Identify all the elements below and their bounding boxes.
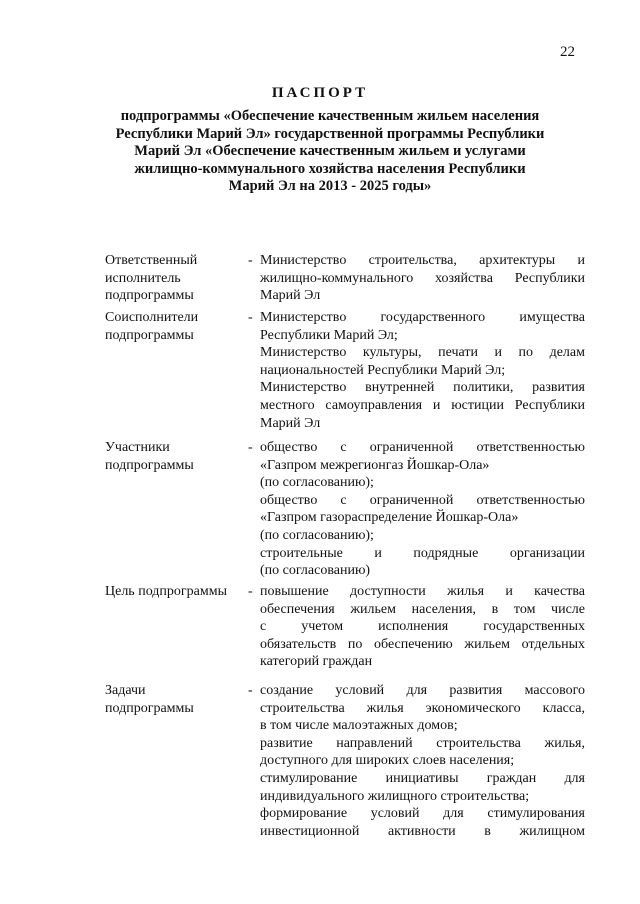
row-content-line: Министерство культуры, печати и по делам: [260, 345, 585, 361]
subtitle-line: Марий Эл «Обеспечение качественным жильем и услугами: [134, 143, 526, 159]
row-content-line: Министерство государственного имущества: [260, 310, 585, 325]
row-content-line: Республики Марий Эл;: [260, 327, 398, 343]
row-content-line: с учетом исполнения государственных: [260, 619, 585, 635]
row-content-line: жилищно-коммунального хозяйства Республики: [260, 270, 585, 286]
row-dash: -: [248, 584, 253, 599]
row-label-line: исполнитель: [105, 270, 181, 286]
row-content-line: Министерство строительства, архитектуры и: [260, 253, 585, 268]
row-content-line: общество с ограниченной ответственностью: [260, 440, 585, 455]
row-label: [105, 252, 245, 305]
row-content-line: (по согласованию): [260, 563, 371, 579]
row-label-line: Ответственный: [105, 253, 198, 268]
document-subtitle: [100, 108, 560, 196]
subtitle-line: жилищно-коммунального хозяйства населения Республики: [134, 160, 526, 177]
row-content: [260, 682, 585, 840]
row-content-line: (по согласованию);: [260, 475, 374, 491]
row-label-line: Цель подпрограммы: [105, 584, 227, 599]
row-content: [260, 309, 585, 432]
row-label-line: Задачи: [105, 683, 146, 698]
row-content-line: формирование условий для стимулирования: [260, 806, 585, 822]
row-content-line: Марий Эл: [260, 288, 321, 304]
document-title: ПАСПОРТ: [271, 85, 369, 101]
row-content-line: местного самоуправления и юстиции Республики: [260, 397, 585, 413]
subtitle-line: Марий Эл на 2013 - 2025 годы»: [228, 178, 432, 194]
row-content-line: обязательств по обеспечению жильем отдельных: [260, 636, 585, 652]
row-content-line: категорий граждан: [260, 654, 373, 670]
row-label-line: подпрограммы: [105, 457, 194, 473]
row-content-line: повышение доступности жилья и качества: [260, 584, 585, 599]
row-content-line: создание условий для развития массового: [260, 683, 585, 698]
row-content-line: «Газпром межрегионгаз Йошкар-Ола»: [260, 457, 490, 473]
row-content-line: строительства жилья экономического класса,: [260, 700, 585, 716]
row-content-line: Министерство внутренней политики, развития: [260, 380, 585, 396]
row-content-line: инвестиционной активности в жилищном: [260, 823, 585, 839]
row-label-line: подпрограммы: [105, 327, 194, 343]
row-content-line: развитие направлений строительства жилья,: [260, 735, 585, 751]
row-label: [105, 439, 245, 474]
row-content-line: в том числе малоэтажных домов;: [260, 718, 458, 734]
row-dash: -: [248, 683, 253, 698]
row-label-line: подпрограммы: [105, 700, 194, 716]
row-label: [105, 682, 245, 717]
row-label-line: подпрограммы: [105, 288, 194, 304]
row-content-line: национальностей Республики Марий Эл;: [260, 362, 506, 378]
page-number: 22: [560, 44, 575, 60]
subtitle-line: Республики Марий Эл» государственной программы Республики: [115, 125, 545, 142]
row-content-line: Марий Эл: [260, 415, 321, 431]
row-dash: -: [248, 310, 253, 325]
row-dash: -: [248, 253, 253, 268]
row-label: [105, 309, 245, 344]
row-content: [260, 583, 585, 671]
row-content-line: стимулирование инициативы граждан для: [260, 770, 585, 786]
row-dash: -: [248, 440, 253, 455]
row-content-line: строительные и подрядные организации: [260, 545, 585, 561]
row-label-line: Участники: [105, 440, 170, 455]
subtitle-line: подпрограммы «Обеспечение качественным жильем населения: [120, 108, 540, 124]
row-content-line: доступного для широких слоев населения;: [260, 753, 515, 769]
row-content-line: индивидуального жилищного строительства;: [260, 788, 530, 804]
row-content: [260, 252, 585, 305]
row-content-line: (по согласованию);: [260, 527, 374, 543]
row-content-line: обеспечения жильем населения, в том числе: [260, 601, 585, 617]
row-content-line: «Газпром газораспределение Йошкар-Ола»: [260, 510, 519, 526]
row-label: [105, 583, 245, 601]
row-label-line: Соисполнители: [105, 310, 199, 325]
row-content: [260, 439, 585, 580]
row-content-line: общество с ограниченной ответственностью: [260, 492, 585, 508]
